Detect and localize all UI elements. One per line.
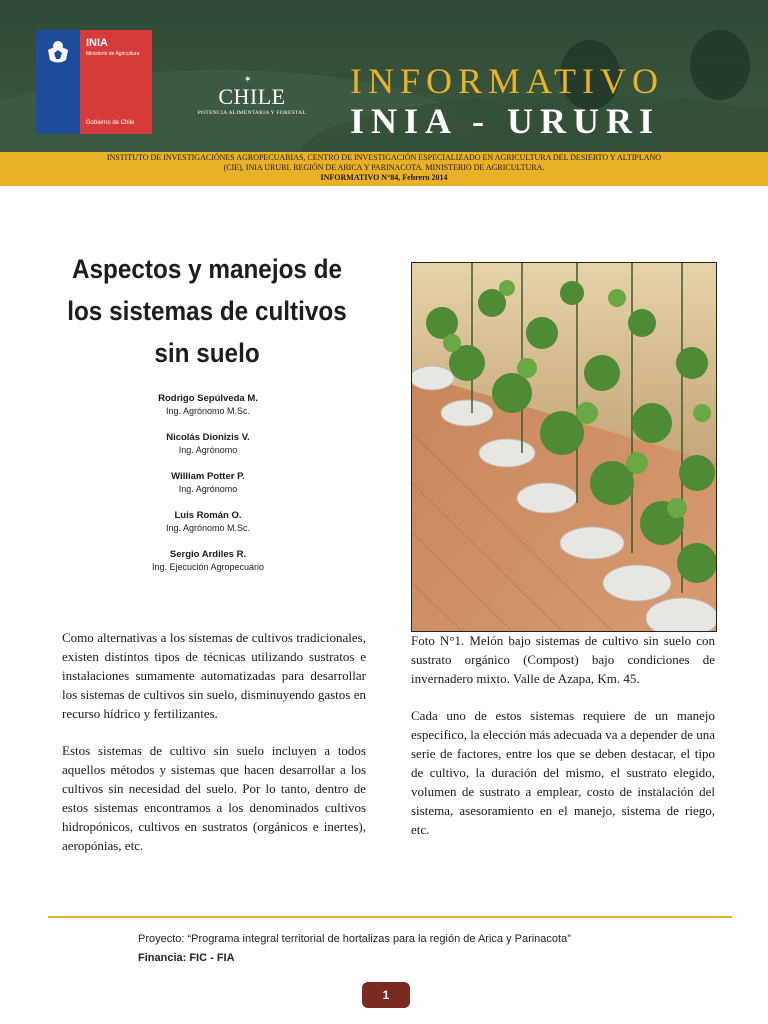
- author-role: Ing. Ejecución Agropecuario: [151, 562, 265, 572]
- financing-credit: Financia: FIC - FIA: [138, 952, 235, 964]
- inia-gobierno: Gobierno de Chile: [86, 120, 135, 126]
- chile-logo: [196, 75, 308, 118]
- article-title: Aspectos y manejos de los sistemas de cultivos sin suelo: [67, 254, 347, 368]
- chile-tagline: POTENCIA ALIMENTARIA Y FORESTAL: [197, 110, 307, 116]
- inia-logo: [36, 30, 152, 134]
- header-banner: [0, 0, 768, 152]
- project-credit: Proyecto: “Programa integral territorial de hortalizas para la región de Arica y Parinacota”: [138, 933, 571, 945]
- author-entry: [88, 470, 328, 495]
- body-paragraph: Estos sistemas de cultivo sin suelo incluyen a todos aquellos métodos y sistemas que hacen desarrollar a los cultivos sin necesidad del suelo. Por lo tanto, dentro de estos sistemas encontramos a los denominados cultivos hidropónicos, cultivos en sustratos (orgánicos e inertes), aeropónias, etc.: [62, 743, 366, 853]
- institution-bar: [0, 152, 768, 186]
- chile-wordmark: CHILE: [218, 84, 286, 109]
- author-role: Ing. Agrónomo M.Sc.: [165, 406, 251, 416]
- body-paragraph: Cada uno de estos sistemas requiere de un manejo especifico, la elección más adecuada va a depender de una serie de factores, entre los que se deben destacar, el tipo de cultivo, la duración del mismo, el sustrato elegido, volumen de sustrato a emplear, costo de instalación del sistema, asesoramiento en el manejo, sistema de riego, etc.: [411, 708, 715, 837]
- left-column: [62, 628, 366, 873]
- footer-divider: [48, 916, 732, 918]
- photo-caption: Foto N°1. Melón bajo sistemas de cultivo sin suelo con sustrato orgánico (Compost) bajo condiciones de invernadero mixto. Valle de Azapa, Km. 45.: [411, 633, 715, 686]
- issue-number: INFORMATIVO N°84, Febrero 2014: [320, 173, 448, 182]
- masthead-title: INFORMATIVO: [350, 61, 665, 101]
- masthead-subtitle: INIA - URURI: [350, 101, 661, 141]
- author-entry: [88, 431, 328, 456]
- author-entry: [88, 548, 328, 573]
- author-name: Nicolás Dionizis V.: [166, 432, 250, 443]
- institution-line: INSTITUTO DE INVESTIGACIÓNES AGROPECUARIAS, CENTRO DE INVESTIGACIÓN ESPECIALIZADO EN AGRICULTURA DEL DESIERTO Y ALTIPLANO: [106, 153, 662, 162]
- background-tree: [690, 30, 750, 100]
- author-list: [88, 392, 328, 587]
- author-role: Ing. Agrónomo: [178, 445, 238, 455]
- photo-illustration: [412, 263, 716, 631]
- author-entry: [88, 509, 328, 534]
- author-name: Sergio Ardiles R.: [169, 549, 247, 560]
- institution-line: (CIE), INIA URURI. REGIÓN DE ARICA Y PARINACOTA. MINISTERIO DE AGRICULTURA.: [223, 163, 545, 172]
- author-name: Luis Román O.: [174, 510, 242, 521]
- author-role: Ing. Agrónomo M.Sc.: [165, 523, 251, 533]
- coat-of-arms-icon: [43, 36, 73, 66]
- author-role: Ing. Agrónomo: [178, 484, 238, 494]
- right-column: [411, 631, 715, 857]
- author-name: William Potter P.: [171, 471, 245, 482]
- page-number-badge: 1: [362, 982, 410, 1008]
- melon-crop-photo: [411, 262, 717, 632]
- inia-name: INIA: [86, 37, 108, 49]
- star-icon: ✶: [244, 75, 252, 85]
- inia-ministry: Ministerio de Agricultura: [86, 51, 140, 57]
- body-paragraph: Como alternativas a los sistemas de cultivos tradicionales, existen distintos tipos de técnicas utilizando sustratos e instalaciones sumamente automatizadas para desarrollar los sistemas de cultivos sin suelo, disminuyendo gastos en recurso hídrico y fertilizantes.: [62, 630, 366, 721]
- author-name: Rodrigo Sepúlveda M.: [158, 393, 258, 404]
- author-entry: [88, 392, 328, 417]
